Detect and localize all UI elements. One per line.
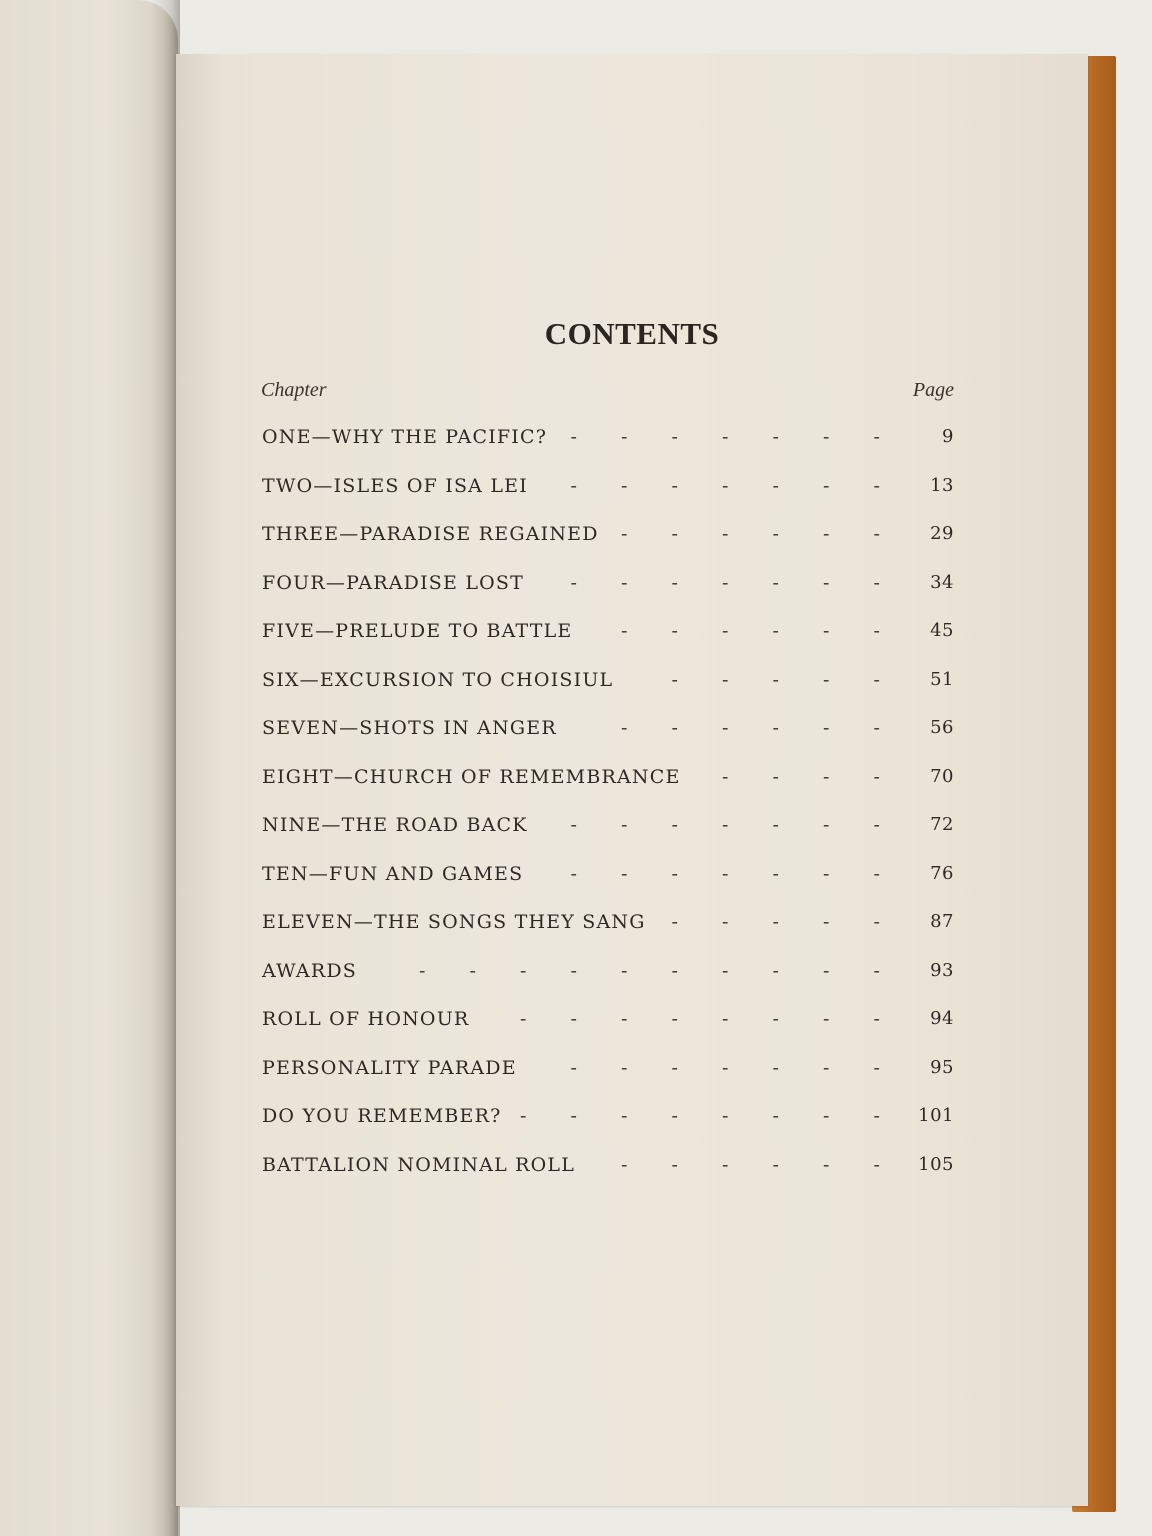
toc-entry-title: NINE—THE ROAD BACK: [262, 814, 528, 836]
toc-entry-title: EIGHT—CHURCH OF REMEMBRANCE: [262, 765, 681, 788]
toc-dot-leader: - - - - - - -: [570, 862, 880, 885]
toc-dot-leader: - - - - - -: [621, 523, 880, 545]
toc-entry: [262, 523, 954, 572]
toc-dot-leader: - - - - - - -: [570, 474, 880, 497]
toc-entry-title: PERSONALITY PARADE: [262, 1056, 517, 1079]
toc-entry-page: 45: [930, 620, 954, 641]
right-page: [176, 54, 1088, 1506]
toc-entry-page: 9: [942, 426, 954, 447]
toc-entry-page: 29: [930, 523, 954, 544]
toc-entry-title: AWARDS: [262, 959, 358, 982]
toc-dot-leader: - - - - - - -: [570, 1056, 880, 1079]
toc-entry: [262, 1154, 954, 1203]
toc-entry: [262, 960, 954, 1009]
toc-entry-page: 105: [918, 1153, 954, 1175]
toc-entry: [262, 1105, 954, 1154]
toc-entry: [262, 766, 954, 815]
toc-entry: [262, 475, 954, 524]
toc-dot-leader: - - - -: [722, 765, 880, 788]
toc-entry-title: FIVE—PRELUDE TO BATTLE: [262, 620, 573, 642]
toc-dot-leader: - - - - - - - -: [520, 1105, 880, 1127]
toc-entry: [262, 620, 954, 669]
toc-entry-title: TEN—FUN AND GAMES: [262, 862, 524, 885]
toc-dot-leader: - - - - - -: [621, 1153, 880, 1176]
toc-dot-leader: - - - - - - - - - -: [419, 959, 880, 982]
toc-entry-page: 34: [930, 571, 954, 593]
toc-entry-page: 76: [930, 862, 954, 884]
toc-entry: [262, 814, 954, 863]
toc-entry-title: SEVEN—SHOTS IN ANGER: [262, 717, 557, 739]
toc-entry: [262, 863, 954, 912]
toc-entry: [262, 426, 954, 475]
toc-dot-leader: - - - - - - -: [570, 814, 880, 836]
toc-entry-title: ONE—WHY THE PACIFIC?: [262, 426, 548, 448]
toc-entry-title: THREE—PARADISE REGAINED: [262, 523, 599, 545]
toc-dot-leader: - - - - - - -: [570, 571, 880, 594]
toc-entry-page: 56: [930, 717, 954, 738]
toc-entry-title: TWO—ISLES OF ISA LEI: [262, 474, 528, 497]
toc-entry-page: 94: [930, 1008, 954, 1029]
toc-entry-title: ROLL OF HONOUR: [262, 1008, 470, 1030]
toc-entry: [262, 669, 954, 718]
toc-dot-leader: - - - - -: [671, 911, 880, 933]
toc-dot-leader: - - - - - -: [621, 620, 880, 642]
toc-dot-leader: - - - - -: [671, 668, 880, 691]
toc-entry-page: 72: [930, 814, 954, 835]
toc-entry: [262, 1008, 954, 1057]
page-column-header: Page: [912, 379, 954, 401]
toc-entry-title: ELEVEN—THE SONGS THEY SANG: [262, 911, 646, 933]
toc-entry-page: 70: [930, 765, 954, 787]
toc-entry-page: 51: [930, 668, 954, 690]
toc-entry-title: FOUR—PARADISE LOST: [262, 571, 525, 594]
toc-entry: [262, 572, 954, 621]
page-title: CONTENTS: [544, 316, 720, 351]
toc-entry-title: BATTALION NOMINAL ROLL: [262, 1153, 576, 1176]
toc-entry: [262, 911, 954, 960]
toc-entry: [262, 717, 954, 766]
toc-entry-page: 95: [930, 1056, 954, 1078]
toc-entry: [262, 1057, 954, 1106]
toc-entry-page: 87: [930, 911, 954, 932]
toc-entry-page: 13: [930, 474, 954, 496]
toc-entry-page: 101: [918, 1105, 954, 1126]
toc-dot-leader: - - - - - -: [621, 717, 880, 739]
toc-entry-title: SIX—EXCURSION TO CHOISIUL: [262, 668, 614, 691]
table-of-contents: [262, 426, 954, 1202]
toc-entry-title: DO YOU REMEMBER?: [262, 1105, 502, 1127]
toc-entry-page: 93: [930, 959, 954, 981]
chapter-column-header: Chapter: [261, 379, 327, 401]
toc-dot-leader: - - - - - - - -: [520, 1008, 880, 1030]
toc-dot-leader: - - - - - - -: [570, 426, 880, 448]
